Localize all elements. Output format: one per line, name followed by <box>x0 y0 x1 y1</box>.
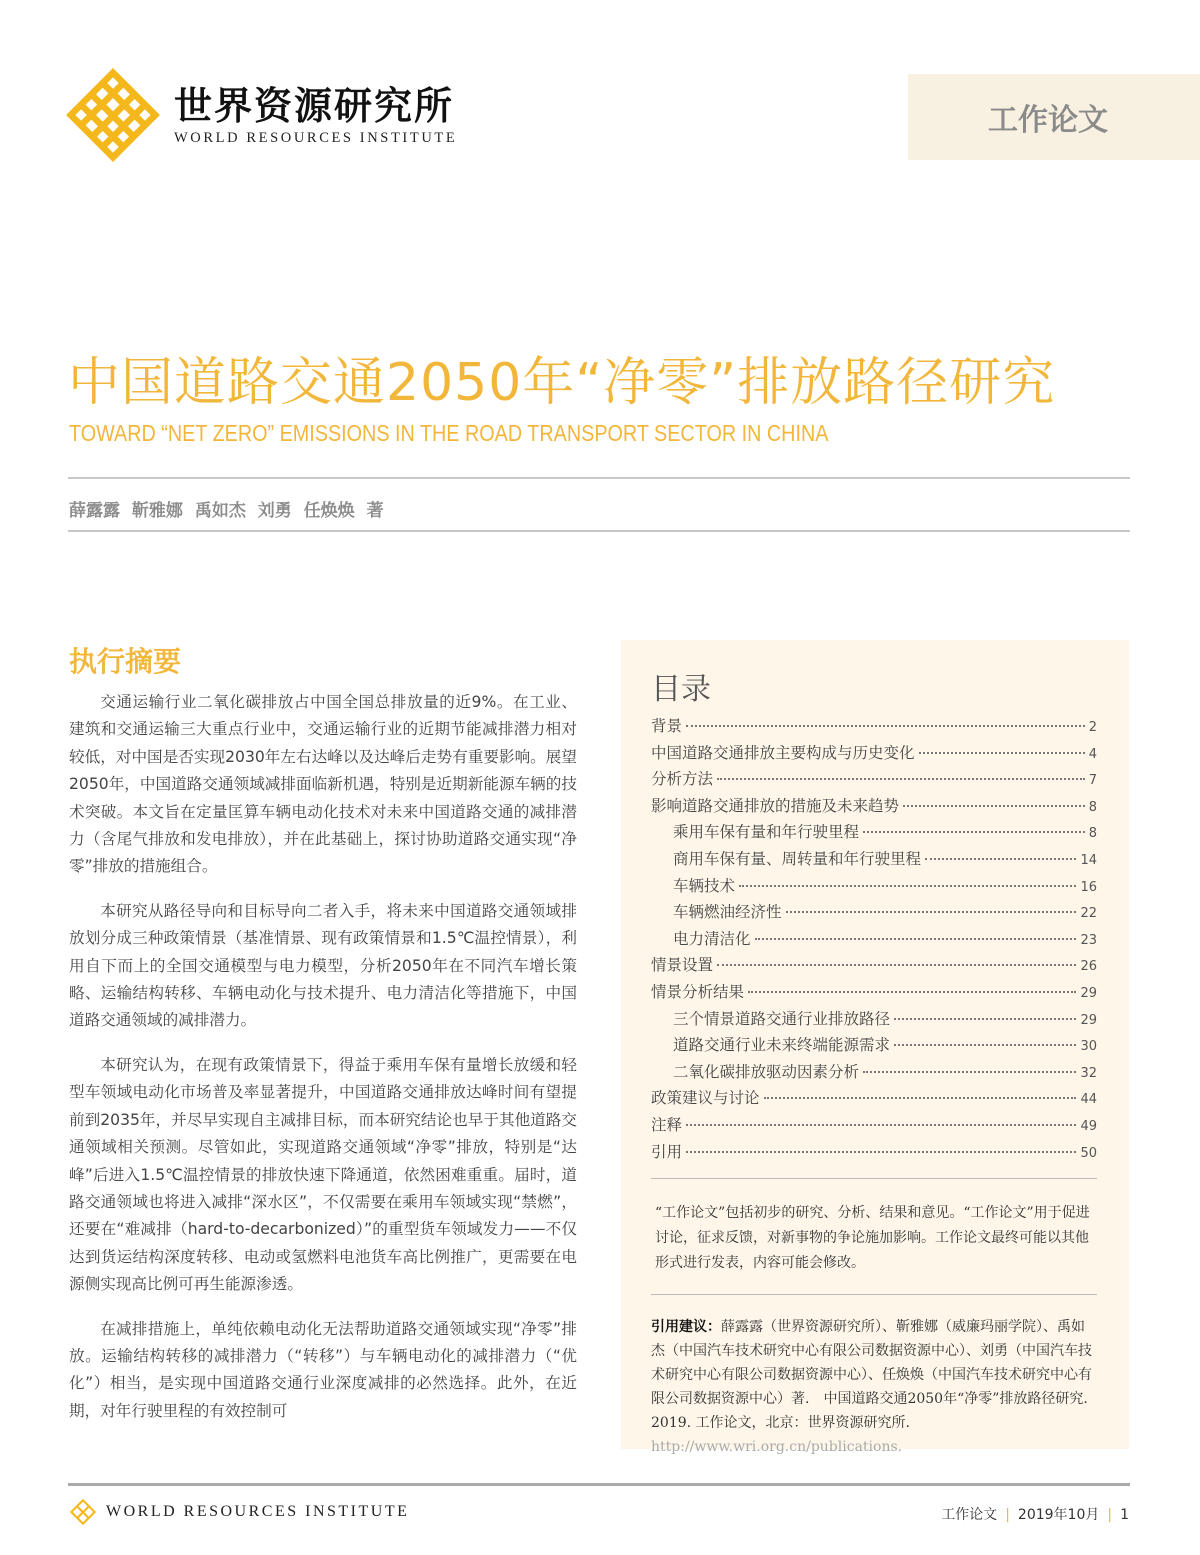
citation-label: 引用建议： <box>651 1319 721 1336</box>
toc-item-label: 背景 <box>651 717 683 735</box>
toc-item[interactable] <box>651 794 1097 821</box>
footer-divider <box>68 1483 1130 1486</box>
toc-item-label: 电力清洁化 <box>673 929 751 948</box>
page-number: 1 <box>1120 1507 1129 1523</box>
toc-item[interactable] <box>651 1113 1097 1140</box>
toc-heading: 目录 <box>651 672 711 707</box>
toc-leader <box>739 885 1076 887</box>
footer-doc-type: 工作论文 <box>941 1507 998 1523</box>
toc-item-page: 50 <box>1080 1145 1097 1161</box>
toc-leader <box>925 858 1076 860</box>
toc-item-label: 道路交通行业未来终端能源需求 <box>673 1036 891 1055</box>
doc-type-tag: 工作论文 <box>908 74 1200 160</box>
toc-item[interactable] <box>651 874 1097 901</box>
page-subtitle: TOWARD “NET ZERO” EMISSIONS IN THE ROAD TRANSPORT SECTOR IN CHINA <box>69 420 829 446</box>
toc-item[interactable] <box>651 1060 1097 1087</box>
toc-item-label: 车辆燃油经济性 <box>673 903 782 922</box>
toc-leader <box>894 1018 1076 1020</box>
footer-meta: 工作论文 | 2019年10月 | 1 <box>941 1507 1129 1523</box>
divider <box>651 1294 1097 1295</box>
toc-leader <box>764 1097 1077 1099</box>
toc-item[interactable] <box>651 1007 1097 1034</box>
section-heading: 执行摘要 <box>69 645 182 678</box>
toc-item[interactable] <box>651 1140 1097 1167</box>
toc-item[interactable] <box>651 980 1097 1007</box>
toc-leader <box>686 725 1085 727</box>
toc-leader <box>919 752 1085 754</box>
toc-item-page: 30 <box>1080 1039 1097 1055</box>
org-name-en: WORLD RESOURCES INSTITUTE <box>174 129 458 146</box>
toc-item-page: 8 <box>1088 799 1097 815</box>
toc-item[interactable] <box>651 900 1097 927</box>
toc-item[interactable] <box>651 820 1097 847</box>
toc-item-page: 4 <box>1088 746 1097 762</box>
divider <box>68 477 1130 479</box>
toc-item-page: 29 <box>1080 985 1097 1001</box>
paragraph: 在减排措施上，单纯依赖电动化无法帮助道路交通领域实现“净零”排放。运输结构转移的减排潜力（“转移”）与车辆电动化的减排潜力（“优化”）相当，是实现中国道路交通行业深度减排的必然选择。此外，在近期，对年行驶里程的有效控制可 <box>69 1319 577 1420</box>
toc-item-page: 2 <box>1088 720 1097 735</box>
wri-logo-icon <box>66 68 160 162</box>
citation-url[interactable]: http://www.wri.org.cn/publications. <box>651 1439 903 1456</box>
org-name-cn: 世界资源研究所 <box>174 82 455 128</box>
citation <box>651 1307 1097 1459</box>
toc-leader <box>903 805 1085 807</box>
toc-item[interactable] <box>651 927 1097 954</box>
toc-leader <box>786 911 1077 913</box>
divider <box>651 1178 1097 1179</box>
toc-item-page: 23 <box>1080 932 1097 948</box>
toc-leader <box>894 1044 1076 1046</box>
toc-item-page: 7 <box>1088 773 1097 789</box>
toc-item-page: 14 <box>1080 852 1097 868</box>
toc-leader <box>717 964 1076 966</box>
toc-item-page: 22 <box>1080 906 1097 922</box>
toc-item-label: 分析方法 <box>651 770 714 789</box>
toc-item-page: 29 <box>1080 1012 1097 1028</box>
toc-leader <box>863 831 1085 833</box>
toc-item-label: 车辆技术 <box>673 876 736 895</box>
footer-org: WORLD RESOURCES INSTITUTE <box>106 1503 410 1520</box>
toc-item-label: 中国道路交通排放主要构成与历史变化 <box>651 743 915 762</box>
toc-item[interactable] <box>651 1033 1097 1060</box>
toc-item-page: 44 <box>1080 1092 1097 1108</box>
toc-item[interactable] <box>651 953 1097 980</box>
toc-item-label: 商用车保有量、周转量和年行驶里程 <box>673 849 922 868</box>
toc-item-label: 二氧化碳排放驱动因素分析 <box>673 1062 860 1081</box>
toc-item-label: 情景分析结果 <box>651 982 745 1001</box>
toc-leader <box>686 1124 1076 1126</box>
toc-item-label: 政策建议与讨论 <box>651 1089 760 1108</box>
toc-leader <box>863 1071 1076 1073</box>
toc-item[interactable] <box>651 714 1097 741</box>
toc-item[interactable] <box>651 1086 1097 1113</box>
citation-text: 薛露露（世界资源研究所）、靳雅娜（威廉玛丽学院）、禹如杰（中国汽车技术研究中心有限公司数据资源中心）、刘勇（中国汽车技术研究中心有限公司数据资源中心）、任焕焕（中国汽车技术研究中心有限公司数据资源中心）著. 中国道路交通2050年“净零”排放路径研究. 2019. 工作论文，北京：世界资源研究所. <box>651 1319 1092 1432</box>
toc-item-label: 注释 <box>651 1115 683 1134</box>
toc-item-page: 49 <box>1080 1118 1097 1134</box>
toc-item-label: 乘用车保有量和年行驶里程 <box>673 823 860 842</box>
toc-leader <box>748 991 1076 993</box>
toc-leader <box>717 778 1085 780</box>
paragraph: 本研究从路径导向和目标导向二者入手，将未来中国道路交通领域排放划分成三种政策情景（基准情景、现有政策情景和1.5℃温控情景），利用自下而上的全国交通模型与电力模型，分析2050年在不同汽车增长策略、运输结构转移、车辆电动化与技术提升、电力清洁化等措施下，中国道路交通领域的减排潜力。 <box>69 901 577 1030</box>
authors: 薛露露 靳雅娜 禹如杰 刘勇 任焕焕 著 <box>69 501 384 521</box>
footer-date: 2019年10月 <box>1017 1507 1100 1523</box>
wri-logo-icon <box>70 1499 96 1525</box>
toc-item-page: 8 <box>1088 826 1097 842</box>
toc-item-label: 引用 <box>651 1142 683 1161</box>
toc-item-label: 情景设置 <box>651 956 714 975</box>
summary-body <box>69 689 577 1442</box>
toc-item-page: 32 <box>1080 1065 1097 1081</box>
toc-item-page: 26 <box>1080 959 1097 975</box>
divider <box>68 530 1130 532</box>
toc-item[interactable] <box>651 741 1097 768</box>
toc-item-label: 影响道路交通排放的措施及未来趋势 <box>651 796 900 815</box>
paragraph: 交通运输行业二氧化碳排放占中国全国总排放量的近9%。在工业、建筑和交通运输三大重点行业中，交通运输行业的近期节能减排潜力相对较低，对中国是否实现2030年左右达峰以及达峰后走势有重要影响。展望2050年，中国道路交通领域减排面临新机遇，特别是近期新能源车辆的技术突破。本文旨在定量匡算车辆电动化技术对未来中国道路交通的减排潜力（含尾气排放和发电排放），并在此基础上，探讨协助道路交通实现“净零”排放的措施组合。 <box>69 693 577 876</box>
paragraph: 本研究认为，在现有政策情景下，得益于乘用车保有量增长放缓和轻型车领域电动化市场普及率显著提升，中国道路交通排放达峰时间有望提前到2035年，并尽早实现自主减排目标，而本研究结论也早于其他道路交通领域相关预测。尽管如此，实现道路交通领域“净零”排放，特别是“达峰”后进入1.5℃温控情景的排放快速下降通道，依然困难重重。届时，道路交通领域也将进入减排“深水区”，不仅需要在乘用车领域实现“禁燃”，还要在“难减排（hard-to-decarbonized）”的重型货车领域发力——不仅达到货运结构深度转移、电动或氢燃料电池货车高比例推广，更需要在电源侧实现高比例可再生能源渗透。 <box>69 1055 577 1294</box>
toc-item[interactable] <box>651 767 1097 794</box>
toc-leader <box>686 1151 1076 1153</box>
working-paper-note: “工作论文”包括初步的研究、分析、结果和意见。“工作论文”用于促进讨论，征求反馈，对新事物的争论施加影响。工作论文最终可能以其他形式进行发表，内容可能会修改。 <box>655 1205 1090 1272</box>
toc-leader <box>755 938 1077 940</box>
toc-item[interactable] <box>651 847 1097 874</box>
toc-item-page: 16 <box>1080 879 1097 895</box>
footer-logo <box>70 1499 409 1525</box>
table-of-contents <box>621 640 1129 1456</box>
toc-item-label: 三个情景道路交通行业排放路径 <box>673 1009 891 1028</box>
page-title: 中国道路交通2050年“净零”排放路径研究 <box>68 353 1056 413</box>
wri-logo <box>66 68 457 162</box>
